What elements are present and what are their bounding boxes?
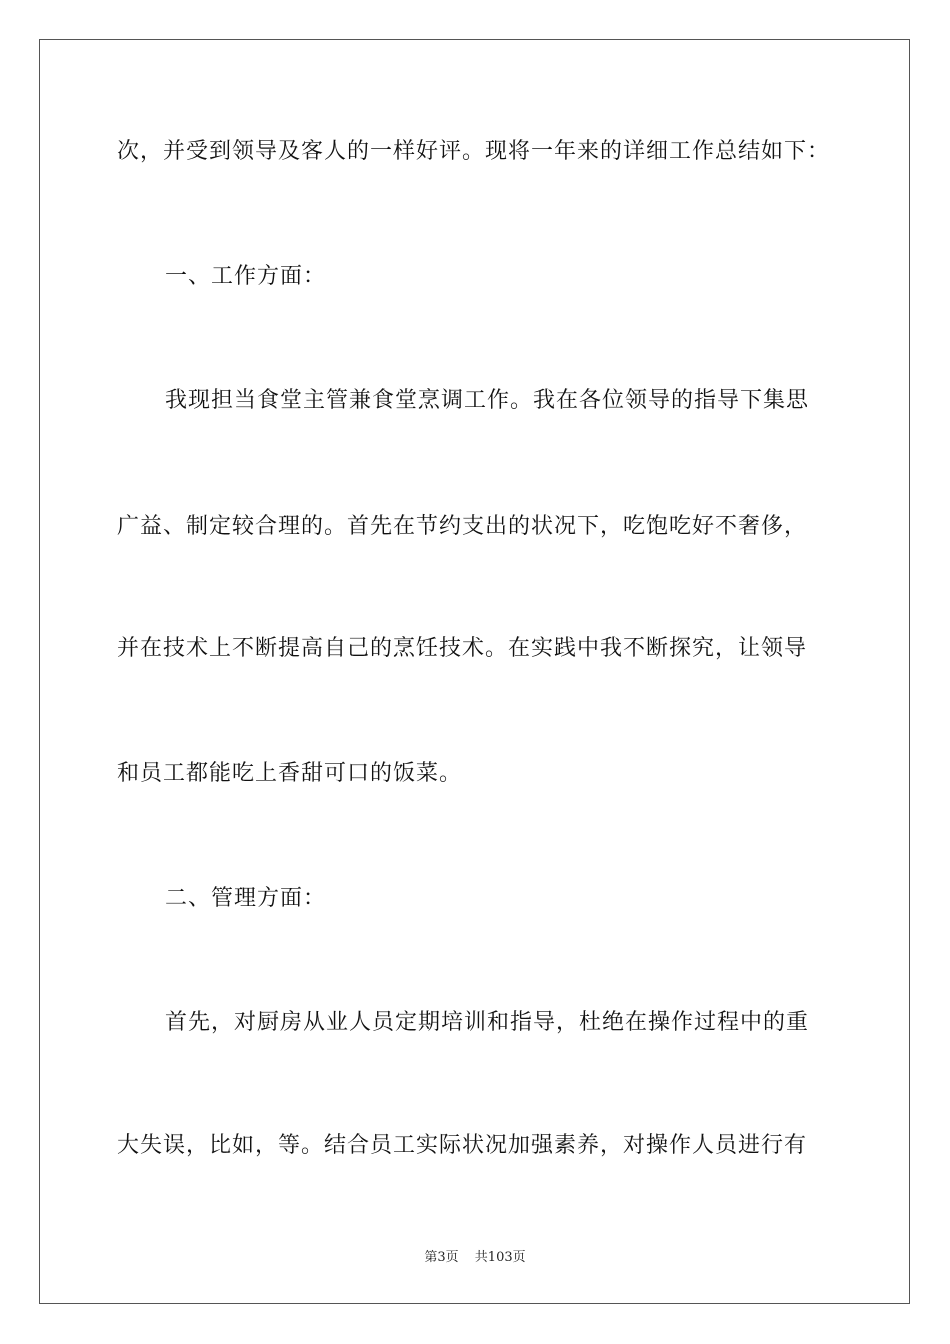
page-total: 共103页 [474, 1250, 526, 1265]
page-footer [0, 1249, 950, 1267]
paragraph-line-9: 大失误，比如，等。结合员工实际状况加强素养，对操作人员进行有 [117, 1133, 808, 1158]
paragraph-line-1: 次，并受到领导及客人的一样好评。现将一年来的详细工作总结如下： [117, 139, 831, 164]
paragraph-line-3: 我现担当食堂主管兼食堂烹调工作。我在各位领导的指导下集思 [165, 388, 810, 413]
paragraph-line-5: 并在技术上不断提高自己的烹饪技术。在实践中我不断探究，让领导 [117, 636, 808, 661]
paragraph-line-8: 首先，对厨房从业人员定期培训和指导，杜绝在操作过程中的重 [165, 1010, 810, 1035]
page-border [39, 39, 910, 1304]
section-heading-work: 一、工作方面： [165, 264, 327, 289]
section-heading-management: 二、管理方面： [165, 886, 327, 911]
paragraph-line-6: 和员工都能吃上香甜可口的饭菜。 [117, 761, 463, 786]
page-number: 第3页 [424, 1250, 459, 1265]
paragraph-line-4: 广益、制定较合理的。首先在节约支出的状况下，吃饱吃好不奢侈， [117, 514, 808, 539]
